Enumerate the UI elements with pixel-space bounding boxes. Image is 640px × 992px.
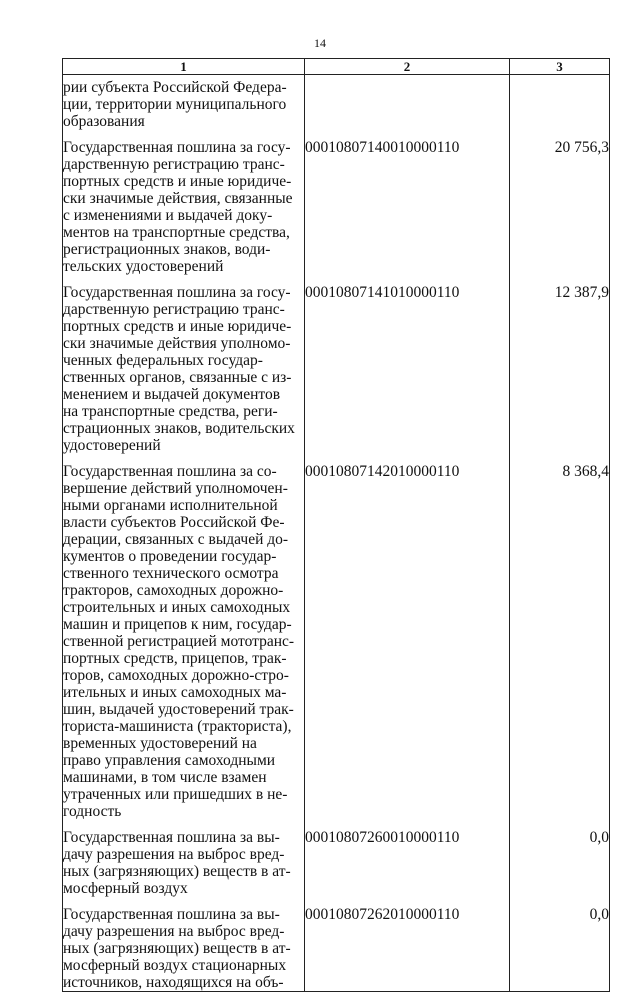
row-amount: 0,0 [510, 897, 610, 992]
column-header-2: 2 [305, 59, 510, 75]
row-code: 00010807142010000110 [305, 454, 510, 820]
row-code: 00010807140010000110 [305, 130, 510, 275]
table-row [63, 897, 610, 992]
row-code: 00010807260010000110 [305, 820, 510, 897]
column-header-1: 1 [63, 59, 305, 75]
table-row [63, 454, 610, 820]
row-amount [510, 75, 610, 131]
row-code: 00010807262010000110 [305, 897, 510, 992]
column-header-3: 3 [510, 59, 610, 75]
row-amount: 12 387,9 [510, 275, 610, 454]
table-row [63, 275, 610, 454]
revenue-table [62, 58, 610, 992]
table-row [63, 820, 610, 897]
row-name: Государственная пошлина за госу- дарственную регистрацию транс- портных средств и иные юридиче- ски значимые действия, связанные с изменениями и выдачей доку- ментов на транспортные средства, регистрационных знаков, води- тельских удостоверений [63, 130, 305, 275]
row-name: Государственная пошлина за вы- дачу разрешения на выброс вред- ных (загрязняющих) веществ в ат- мосферный воздух [63, 820, 305, 897]
row-name: Государственная пошлина за вы- дачу разрешения на выброс вред- ных (загрязняющих) веществ в ат- мосферный воздух стационарных источников, находящихся на объ- [63, 897, 305, 992]
row-name: Государственная пошлина за госу- дарственную регистрацию транс- портных средств и иные юридиче- ски значимые действия уполномо- ченных федеральных государ- ственных органов, связанные с из- менением и выдачей документов на транспортные средства, реги- страционных знаков, водительских удостоверений [63, 275, 305, 454]
page-number: 14 [314, 36, 326, 50]
row-amount: 0,0 [510, 820, 610, 897]
table-header-row [63, 59, 610, 75]
row-code: 00010807141010000110 [305, 275, 510, 454]
row-name: рии субъекта Российской Федера- ции, территории муниципального образования [63, 75, 305, 131]
table-row [63, 130, 610, 275]
table-row [63, 75, 610, 131]
row-amount: 8 368,4 [510, 454, 610, 820]
row-amount: 20 756,3 [510, 130, 610, 275]
row-name: Государственная пошлина за со- вершение действий уполномочен- ными органами исполнительной власти субъектов Российской Фе- дерации, связанных с выдачей до- кументов о проведении государ- ственного технического осмотра тракторов, самоходных дорожно- строительных и иных самоходных машин и прицепов к ним, государ- ственной регистрацией мототранс- портных средств, прицепов, трак- торов, самоходных дорожно-стро- ительных и иных самоходных ма- шин, выдачей удостоверений трак- ториста-машиниста (тракториста), временных удостоверений на право управления самоходными машинами, в том числе взамен утраченных или пришедших в не- годность [63, 454, 305, 820]
row-code [305, 75, 510, 131]
